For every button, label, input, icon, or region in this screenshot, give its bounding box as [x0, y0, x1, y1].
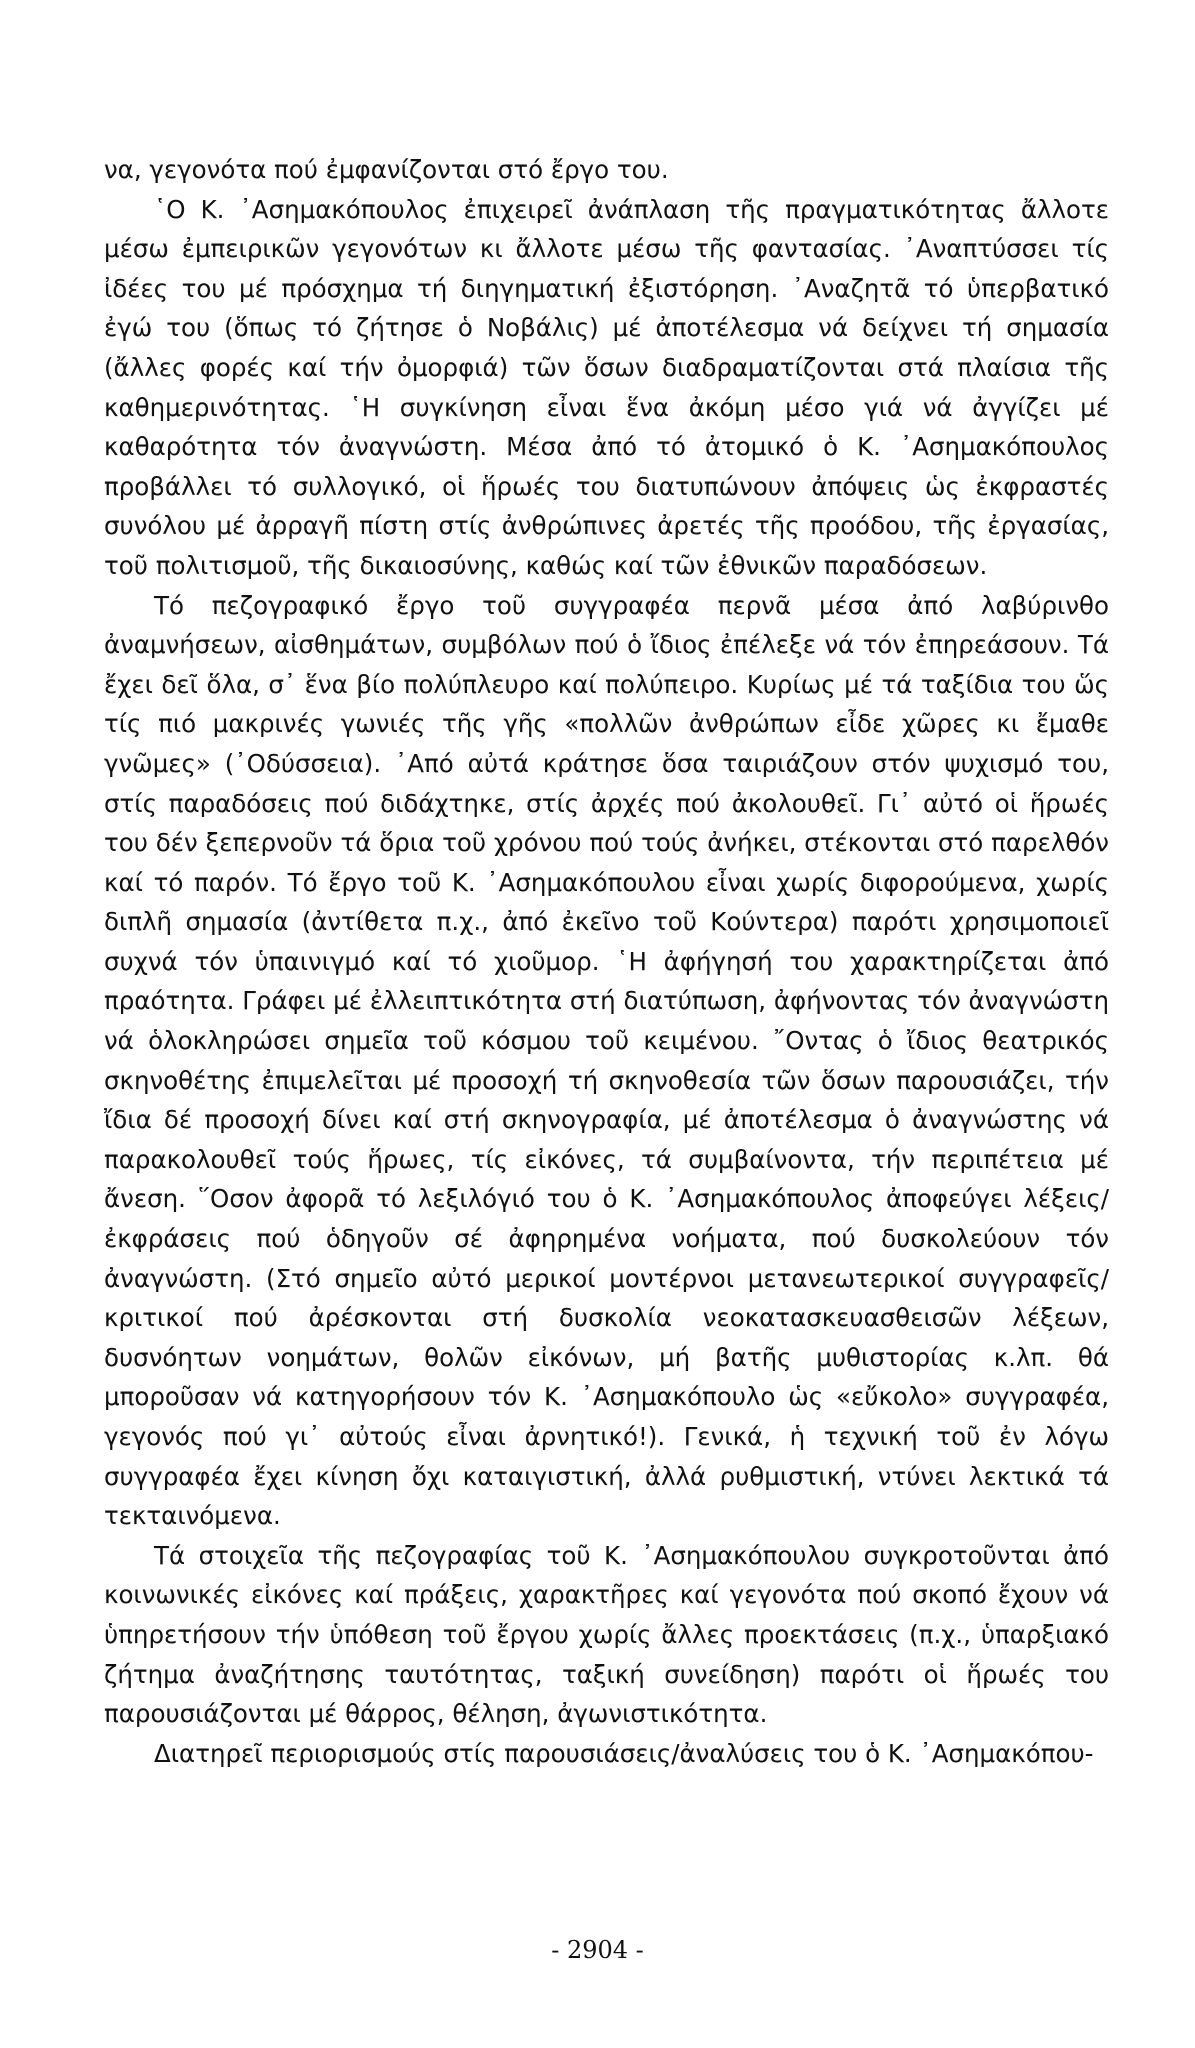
page-body — [104, 150, 1109, 1773]
paragraph-continuation: να, γεγονότα πού ἐμφανίζονται στό ἔργο του. — [104, 155, 669, 184]
paragraph: Τό πεζογραφικό ἔργο τοῦ συγγραφέα περνᾶ μέσα ἀπό λαβύρινθο ἀναμνήσεων, αἰσθημάτων, συμβόλων πού ὁ ἴδιος ἐπέλεξε νά τόν ἐπηρεάσουν. Τά ἔχει δεῖ ὅλα, σ᾿ ἕνα βίο πολύπλευρο καί πολύπειρο. Κυρίως μέ τά ταξίδια του ὥς τίς πιό μακρινές γωνιές τῆς γῆς «πολλῶν ἀνθρώπων εἶδε χῶρες κι ἔμαθε γνῶμες» (᾿Οδύσσεια). ᾿Από αὐτά κράτησε ὅσα ταιριάζουν στόν ψυχισμό του, στίς παραδόσεις πού διδάχτηκε, στίς ἀρχές πού ἀκολουθεῖ. Γι᾿ αὐτό οἱ ἥρωές του δέν ξεπερνοῦν τά ὅρια τοῦ χρόνου πού τούς ἀνήκει, στέκονται στό παρελθόν καί τό παρόν. Τό ἔργο τοῦ Κ. ᾿Ασημακόπουλου εἶναι χωρίς διφορούμενα, χωρίς διπλῆ σημασία (ἀντίθετα π.χ., ἀπό ἐκεῖνο τοῦ Κούντερα) παρότι χρησιμοποιεῖ συχνά τόν ὑπαινιγμό καί τό χιοῦμορ. ῾Η ἀφήγησή του χαρακτηρίζεται ἀπό πραότητα. Γράφει μέ ἐλλειπτικότητα στή διατύπωση, ἀφήνοντας τόν ἀναγνώστη νά ὁλοκληρώσει σημεῖα τοῦ κόσμου τοῦ κειμένου. ῎Οντας ὁ ἴδιος θεατρικός σκηνοθέτης ἐπιμελεῖται μέ προσοχή τή σκηνοθεσία τῶν ὅσων παρουσιάζει, τήν ἴδια δέ προσοχή δίνει καί στή σκηνογραφία, μέ ἀποτέλεσμα ὁ ἀναγνώστης νά παρακολουθεῖ τούς ἥρωες, τίς εἰκόνες, τά συμβαίνοντα, τήν περιπέτεια μέ ἄνεση. ῞Οσον ἀφορᾶ τό λεξιλόγιό του ὁ Κ. ᾿Ασημακόπουλος ἀποφεύγει λέξεις/ἐκφράσεις πού ὁδηγοῦν σέ ἀφηρημένα νοήματα, πού δυσκολεύουν τόν ἀναγνώστη. (Στό σημεῖο αὐτό μερικοί μοντέρνοι μετανεωτερικοί συγγραφεῖς/κριτικοί πού ἀρέσκονται στή δυσκολία νεοκατασκευασθεισῶν λέξεων, δυσνόητων νοημάτων, θολῶν εἰκόνων, μή βατῆς μυθιστορίας κ.λπ. θά μποροῦσαν νά κατηγορήσουν τόν Κ. ᾿Ασημακόπουλο ὡς «εὔκολο» συγγραφέα, γεγονός πού γι᾿ αὐτούς εἶναι ἀρνητικό!). Γενικά, ἡ τεχνική τοῦ ἐν λόγω συγγραφέα ἔχει κίνηση ὄχι καταιγιστική, ἀλλά ρυθμιστική, ντύνει λεκτικά τά τεκταινόμενα. — [104, 590, 1109, 1531]
paragraph: Διατηρεῖ περιορισμούς στίς παρουσιάσεις/ἀναλύσεις του ὁ Κ. ᾿Ασημακόπου- — [154, 1738, 1094, 1768]
page-number: - 2904 - — [551, 1936, 644, 1964]
paragraph: ῾Ο Κ. ᾿Ασημακόπουλος ἐπιχειρεῖ ἀνάπλαση τῆς πραγματικότητας ἄλλοτε μέσω ἐμπειρικῶν γεγονότων κι ἄλλοτε μέσω τῆς φαντασίας. ᾿Αναπτύσσει τίς ἰδέες του μέ πρόσχημα τή διηγηματική ἐξιστόρηση. ᾿Αναζητᾶ τό ὑπερβατικό ἐγώ του (ὅπως τό ζήτησε ὁ Νοβάλις) μέ ἀποτέλεσμα νά δείχνει τή σημασία (ἄλλες φορές καί τήν ὀμορφιά) τῶν ὅσων διαδραματίζονται στά πλαίσια τῆς καθημερινότητας. ῾Η συγκίνηση εἶναι ἕνα ἀκόμη μέσο γιά νά ἀγγίζει μέ καθαρότητα τόν ἀναγνώστη. Μέσα ἀπό τό ἀτομικό ὁ Κ. ᾿Ασημακόπουλος προβάλλει τό συλλογικό, οἱ ἥρωές του διατυπώνουν ἀπόψεις ὡς ἐκφραστές συνόλου μέ ἀρραγῆ πίστη στίς ἀνθρώπινες ἀρετές τῆς προόδου, τῆς ἐργασίας, τοῦ πολιτισμοῦ, τῆς δικαιοσύνης, καθώς καί τῶν ἐθνικῶν παραδόσεων. — [104, 194, 1109, 580]
paragraph: Τά στοιχεῖα τῆς πεζογραφίας τοῦ Κ. ᾿Ασημακόπουλου συγκροτοῦνται ἀπό κοινωνικές εἰκόνες καί πράξεις, χαρακτῆρες καί γεγονότα πού σκοπό ἔχουν νά ὑπηρετήσουν τήν ὑπόθεση τοῦ ἔργου χωρίς ἄλλες προεκτάσεις (π.χ., ὑπαρξιακό ζήτημα ἀναζήτησης ταυτότητας, ταξική συνείδηση) παρότι οἱ ἥρωές του παρουσιάζονται μέ θάρρος, θέληση, ἀγωνιστικότητα. — [104, 1540, 1109, 1729]
